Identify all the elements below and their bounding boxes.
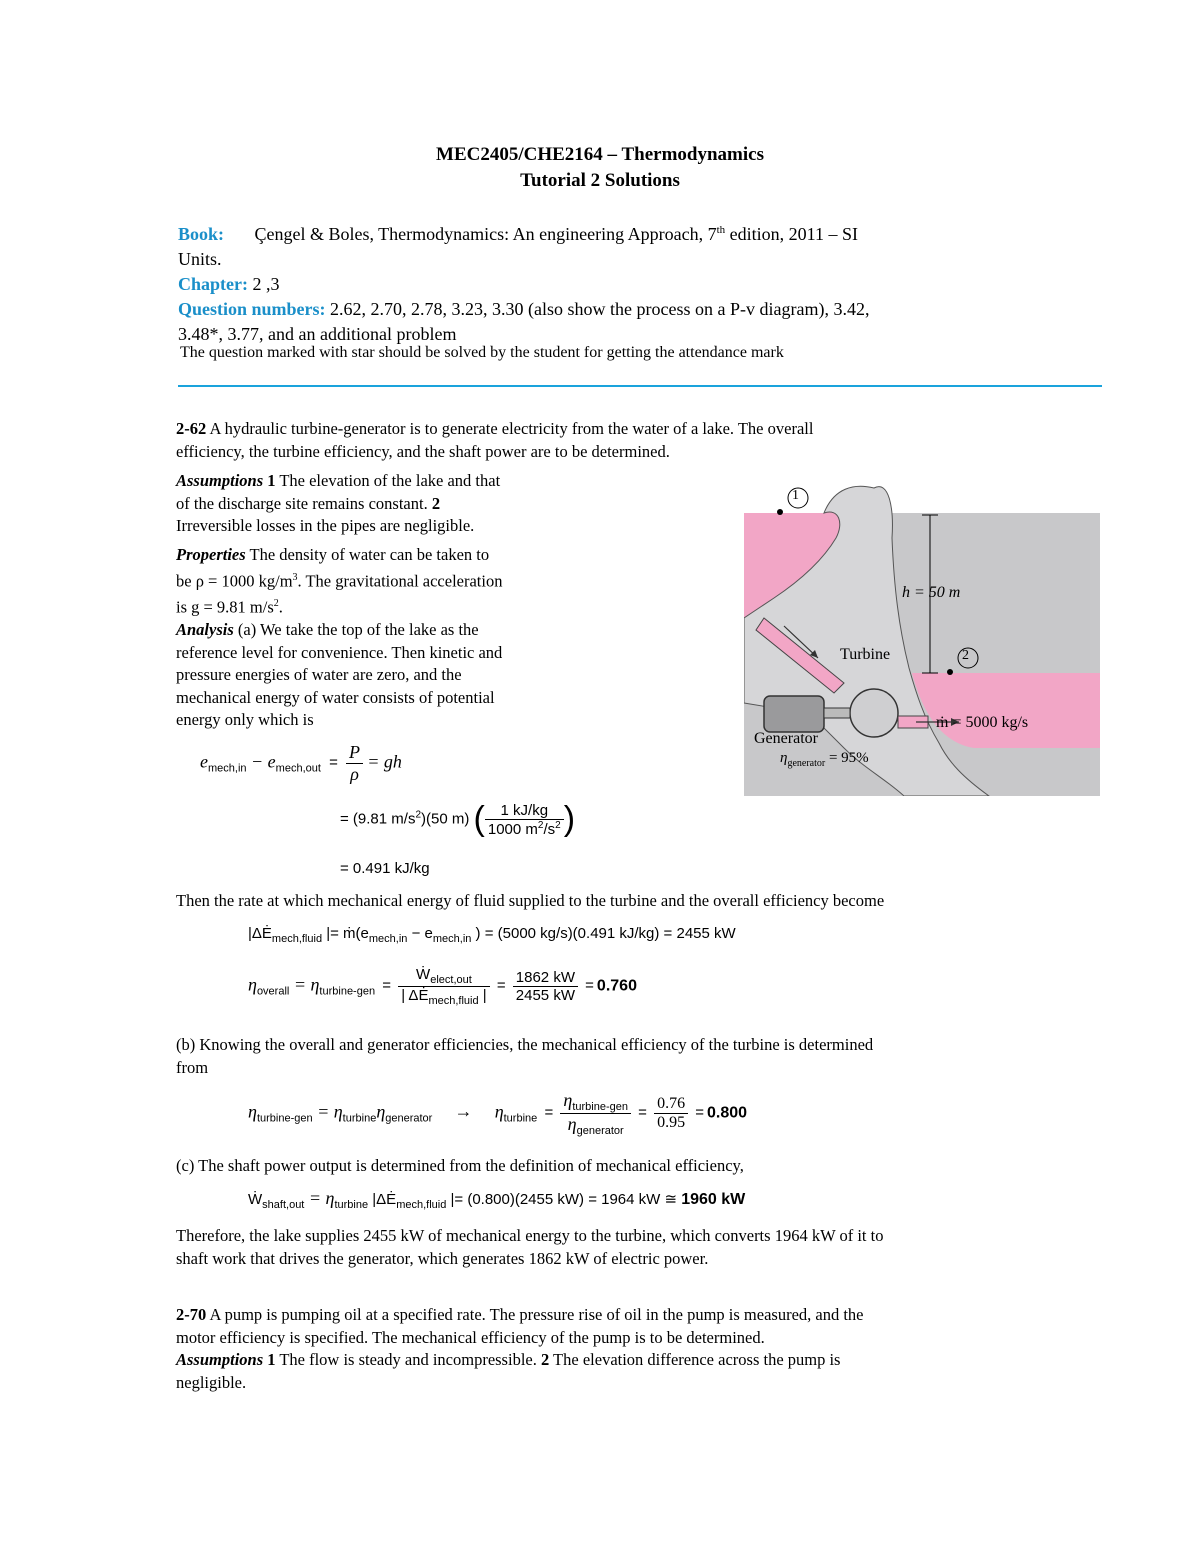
- eq5-num2: 1862 kW: [513, 969, 578, 987]
- eq2-den: 1000 m: [487, 820, 538, 838]
- assumption-num-2: 2: [431, 493, 441, 513]
- eq5-den-end: |: [478, 987, 487, 1004]
- eq7-mid2: |ΔĖ: [368, 1191, 397, 1208]
- eq6-mid: = η: [312, 1101, 343, 1122]
- problem-number: 2-62: [176, 419, 207, 438]
- properties-text-2: be ρ = 1000 kg/m: [176, 571, 293, 590]
- turbine-diagram: [744, 478, 1100, 796]
- eq1-sub2: mech,out: [275, 762, 321, 775]
- flow-label: ṁ = 5000 kg/s: [936, 714, 1029, 731]
- properties-text-3: is g = 9.81 m/s: [176, 597, 274, 616]
- eq4-mid: |= ṁ(e: [322, 925, 369, 942]
- questions-label: Question numbers:: [178, 299, 326, 319]
- book-label: Book:: [178, 224, 225, 244]
- analysis-block: [176, 619, 596, 732]
- analysis-text-2: reference level for convenience. Then kinetic and: [176, 642, 503, 662]
- eq5-den2: 2455 kW: [515, 987, 575, 1004]
- assumption-text-2: of the discharge site remains constant.: [176, 493, 432, 513]
- assumptions-label: Assumptions: [176, 471, 264, 490]
- eq5-eta2: = η: [289, 974, 320, 995]
- analysis-label: Analysis: [176, 620, 234, 639]
- assumptions-block: [176, 470, 596, 538]
- arrow-icon: →: [454, 1101, 473, 1122]
- eq6-sub1: turbine-gen: [256, 1112, 313, 1125]
- eq1-sub1: mech,in: [208, 762, 247, 775]
- therefore-line1: Therefore, the lake supplies 2455 kW of mechanical energy to the turbine, which converts 1964 kW of it to: [176, 1226, 884, 1245]
- point-2-dot: [947, 669, 953, 675]
- eq2-b: )(50 m): [421, 810, 470, 828]
- assumption-num-1: 1: [263, 471, 276, 490]
- eq6-sub3: generator: [385, 1112, 433, 1125]
- eq7-sub3: mech,fluid: [396, 1199, 447, 1211]
- generator-label: Generator: [754, 730, 818, 747]
- eq1-rhs: = gh: [367, 751, 402, 772]
- p270-a1-text: The flow is steady and incompressible.: [275, 1350, 541, 1369]
- eff-sub: generator: [787, 758, 826, 769]
- book-text-2: edition, 2011 – SI: [725, 224, 858, 244]
- generator-body: [764, 696, 824, 732]
- equation-overall-eff: $\eta_{overall} = \eta_{turbine-gen}$ = $\frac{Ẇ_{elect,out}}{| \Delta Ė_{mech,fluid} |}$ = $\frac{1862 kW}{2455 kW}$ = 0.760: [248, 966, 637, 1007]
- properties-text-3b: .: [278, 597, 283, 616]
- p270-assumptions-label: Assumptions: [176, 1350, 264, 1369]
- eq6-fraction-2: [654, 1095, 688, 1132]
- eq4-sub3: mech,in: [432, 933, 472, 945]
- eq7-sub2: turbine: [334, 1199, 369, 1211]
- p270-a1: 1: [263, 1350, 276, 1369]
- eq5-num: Ẇ: [416, 966, 431, 983]
- equation-mech-energy: $e_{mech,in} - e_{mech,out}$ = $\frac{P}{\rho}$ = gh: [200, 742, 402, 784]
- eq4-sub2: mech,in: [368, 933, 408, 945]
- eq6-eta: η: [494, 1101, 504, 1122]
- eq6-den2: 0.95: [657, 1114, 686, 1131]
- eq7-mid: = η: [304, 1188, 335, 1208]
- eq2-fraction: [485, 802, 564, 838]
- eq4-lhs: |ΔĖ: [248, 925, 272, 942]
- properties-sup-2: 2: [273, 597, 279, 609]
- eq2-a: = (9.81 m/s: [340, 810, 416, 828]
- eq1-fraction: [346, 742, 363, 785]
- questions-value-2: 3.48*, 3.77, and an additional problem: [178, 324, 457, 344]
- eq2-sup: 2: [415, 809, 422, 821]
- star-note: The question marked with star should be solved by the student for getting the attendance mark: [180, 344, 784, 361]
- properties-sup-1: 3: [292, 571, 298, 583]
- book-text: Çengel & Boles, Thermodynamics: An engineering Approach, 7: [254, 224, 717, 244]
- divider: [178, 385, 1102, 387]
- eq5-eta: η: [248, 974, 257, 995]
- eq1-e: e: [200, 751, 208, 772]
- eq6-num: η: [563, 1090, 573, 1110]
- eq5-num-sub: elect,out: [430, 974, 472, 986]
- eq5-den-sub: mech,fluid: [428, 995, 479, 1007]
- eq6-mid2: η: [376, 1101, 386, 1122]
- eq6-answer: 0.800: [707, 1104, 748, 1122]
- eq2-num: 1 kJ/kg: [485, 802, 564, 820]
- eq4-mid2: − e: [407, 925, 433, 942]
- problem-270-number: 2-70: [176, 1305, 207, 1324]
- eq1-den: ρ: [350, 764, 359, 784]
- equation-result: = 0.491 kJ/kg: [340, 860, 430, 877]
- then-text: Then the rate at which mechanical energy of fluid supplied to the turbine and the overall efficiency become: [176, 891, 885, 910]
- problem-262-intro: [176, 418, 1106, 463]
- turbine-figure: [744, 478, 1100, 796]
- chapter-label: Chapter:: [178, 274, 248, 294]
- part-b-line1: (b) Knowing the overall and generator efficiencies, the mechanical efficiency of the turbine is determined: [176, 1035, 874, 1054]
- p270-a2: 2: [540, 1350, 550, 1369]
- equation-potential: = (9.81 $m/s^2)(50$ m) ( $\frac{1 kJ/kg}{1000 m^2/s^2}$ ): [340, 800, 576, 838]
- eq2-den-sup2: 2: [555, 819, 561, 831]
- intro-text-2: efficiency, the turbine efficiency, and the shaft power are to be determined.: [176, 441, 670, 461]
- intro-text: A hydraulic turbine-generator is to generate electricity from the water of a lake. The overall: [206, 419, 814, 438]
- assumption-text-1: The elevation of the lake and that: [275, 471, 501, 490]
- point-1-dot: [777, 509, 783, 515]
- therefore-line2: shaft work that drives the generator, which generates 1862 kW of electric power.: [176, 1248, 709, 1268]
- eq5-sub2: turbine-gen: [319, 985, 376, 998]
- eq5-fraction: [398, 966, 489, 1007]
- eq5-fraction-2: [513, 969, 578, 1004]
- eq6-den-sub: generator: [576, 1125, 624, 1137]
- p270-intro-1: A pump is pumping oil at a specified rate. The pressure rise of oil in the pump is measured, and the: [206, 1305, 864, 1324]
- eff-eta: η: [780, 750, 788, 766]
- course-title: MEC2405/CHE2164 – Thermodynamics: [436, 144, 764, 165]
- part-b-line2: from: [176, 1057, 209, 1077]
- eq5-den: | ΔĖ: [401, 987, 429, 1004]
- eq1-num: P: [346, 742, 363, 764]
- eq5-sub1: overall: [256, 985, 290, 998]
- eq7-sub: shaft,out: [262, 1199, 305, 1211]
- properties-text-2b: . The gravitational acceleration: [297, 571, 503, 590]
- point-1-label: 1: [792, 488, 799, 503]
- book-units: Units.: [178, 249, 222, 269]
- analysis-text-5: energy only which is: [176, 710, 314, 729]
- eq7-lhs: Ẇ: [248, 1191, 263, 1208]
- properties-label: Properties: [176, 545, 246, 564]
- therefore-text: [176, 1225, 1106, 1270]
- eq4-sub: mech,fluid: [271, 933, 323, 945]
- eq7-rhs: |= (0.800)(2455 kW) = 1964 kW ≅: [446, 1191, 682, 1208]
- turbine-body: [850, 689, 898, 737]
- eq4-rhs: ) = (5000 kg/s)(0.491 kJ/kg) = 2455 kW: [471, 925, 736, 942]
- properties-text-1: The density of water can be taken to: [245, 545, 490, 564]
- part-c-text: (c) The shaft power output is determined from the definition of mechanical efficiency,: [176, 1156, 744, 1175]
- questions-value: 2.62, 2.70, 2.78, 3.23, 3.30 (also show the process on a P-v diagram), 3.42,: [325, 299, 870, 319]
- eq6-num-sub: turbine-gen: [572, 1101, 628, 1113]
- eq6-fraction: [560, 1090, 631, 1137]
- p270-a3: negligible.: [176, 1372, 247, 1392]
- analysis-text-3: pressure energies of water are zero, and the: [176, 665, 462, 684]
- equation-shaft-power: [248, 1188, 745, 1211]
- properties-block: [176, 544, 596, 619]
- analysis-text-1: (a) We take the top of the lake as the: [233, 620, 479, 639]
- part-b-text: [176, 1034, 1106, 1079]
- eff-value: = 95%: [825, 750, 869, 766]
- eq2-den-sup: 2: [537, 819, 544, 831]
- eq6-lhs: η: [248, 1101, 257, 1122]
- generator-efficiency: [780, 750, 869, 769]
- analysis-text-4: mechanical energy of water consists of potential: [176, 687, 495, 707]
- chapter-value: 2 ,3: [248, 274, 280, 294]
- point-2-label: 2: [962, 648, 969, 663]
- book-info: [178, 218, 1108, 347]
- p270-a2-text: The elevation difference across the pump is: [549, 1350, 841, 1369]
- equation-turbine-eff: $\eta_{turbine-gen} = \eta_{turbine}\eta_{generator} \to \eta_{turbine}$ = $\frac{\eta_{turbine-gen}}{\eta_{generator}}$ = $\frac{0.76}{0.95}$ = 0.800: [248, 1090, 748, 1137]
- book-sup: th: [716, 224, 726, 236]
- generator-shaft: [824, 708, 850, 718]
- eq1-minus: − e: [246, 751, 276, 772]
- equation-energy-rate: [248, 925, 736, 945]
- eq6-sub2: turbine: [342, 1112, 377, 1125]
- eq6-num2: 0.76: [654, 1095, 688, 1114]
- height-label: h = 50 m: [902, 584, 961, 601]
- eq2-den-b: /s: [543, 820, 556, 838]
- problem-270-block: [176, 1304, 1106, 1394]
- p270-intro-2: motor efficiency is specified. The mechanical efficiency of the pump is to be determined.: [176, 1327, 765, 1347]
- assumption-text-3: Irreversible losses in the pipes are negligible.: [176, 516, 475, 535]
- eq6-den: η: [567, 1114, 577, 1134]
- eq6-sub4: turbine: [503, 1112, 538, 1125]
- turbine-label: Turbine: [840, 646, 891, 663]
- eq7-answer: 1960 kW: [681, 1191, 746, 1208]
- tutorial-subtitle: Tutorial 2 Solutions: [520, 170, 680, 191]
- eq5-answer: 0.760: [596, 977, 637, 995]
